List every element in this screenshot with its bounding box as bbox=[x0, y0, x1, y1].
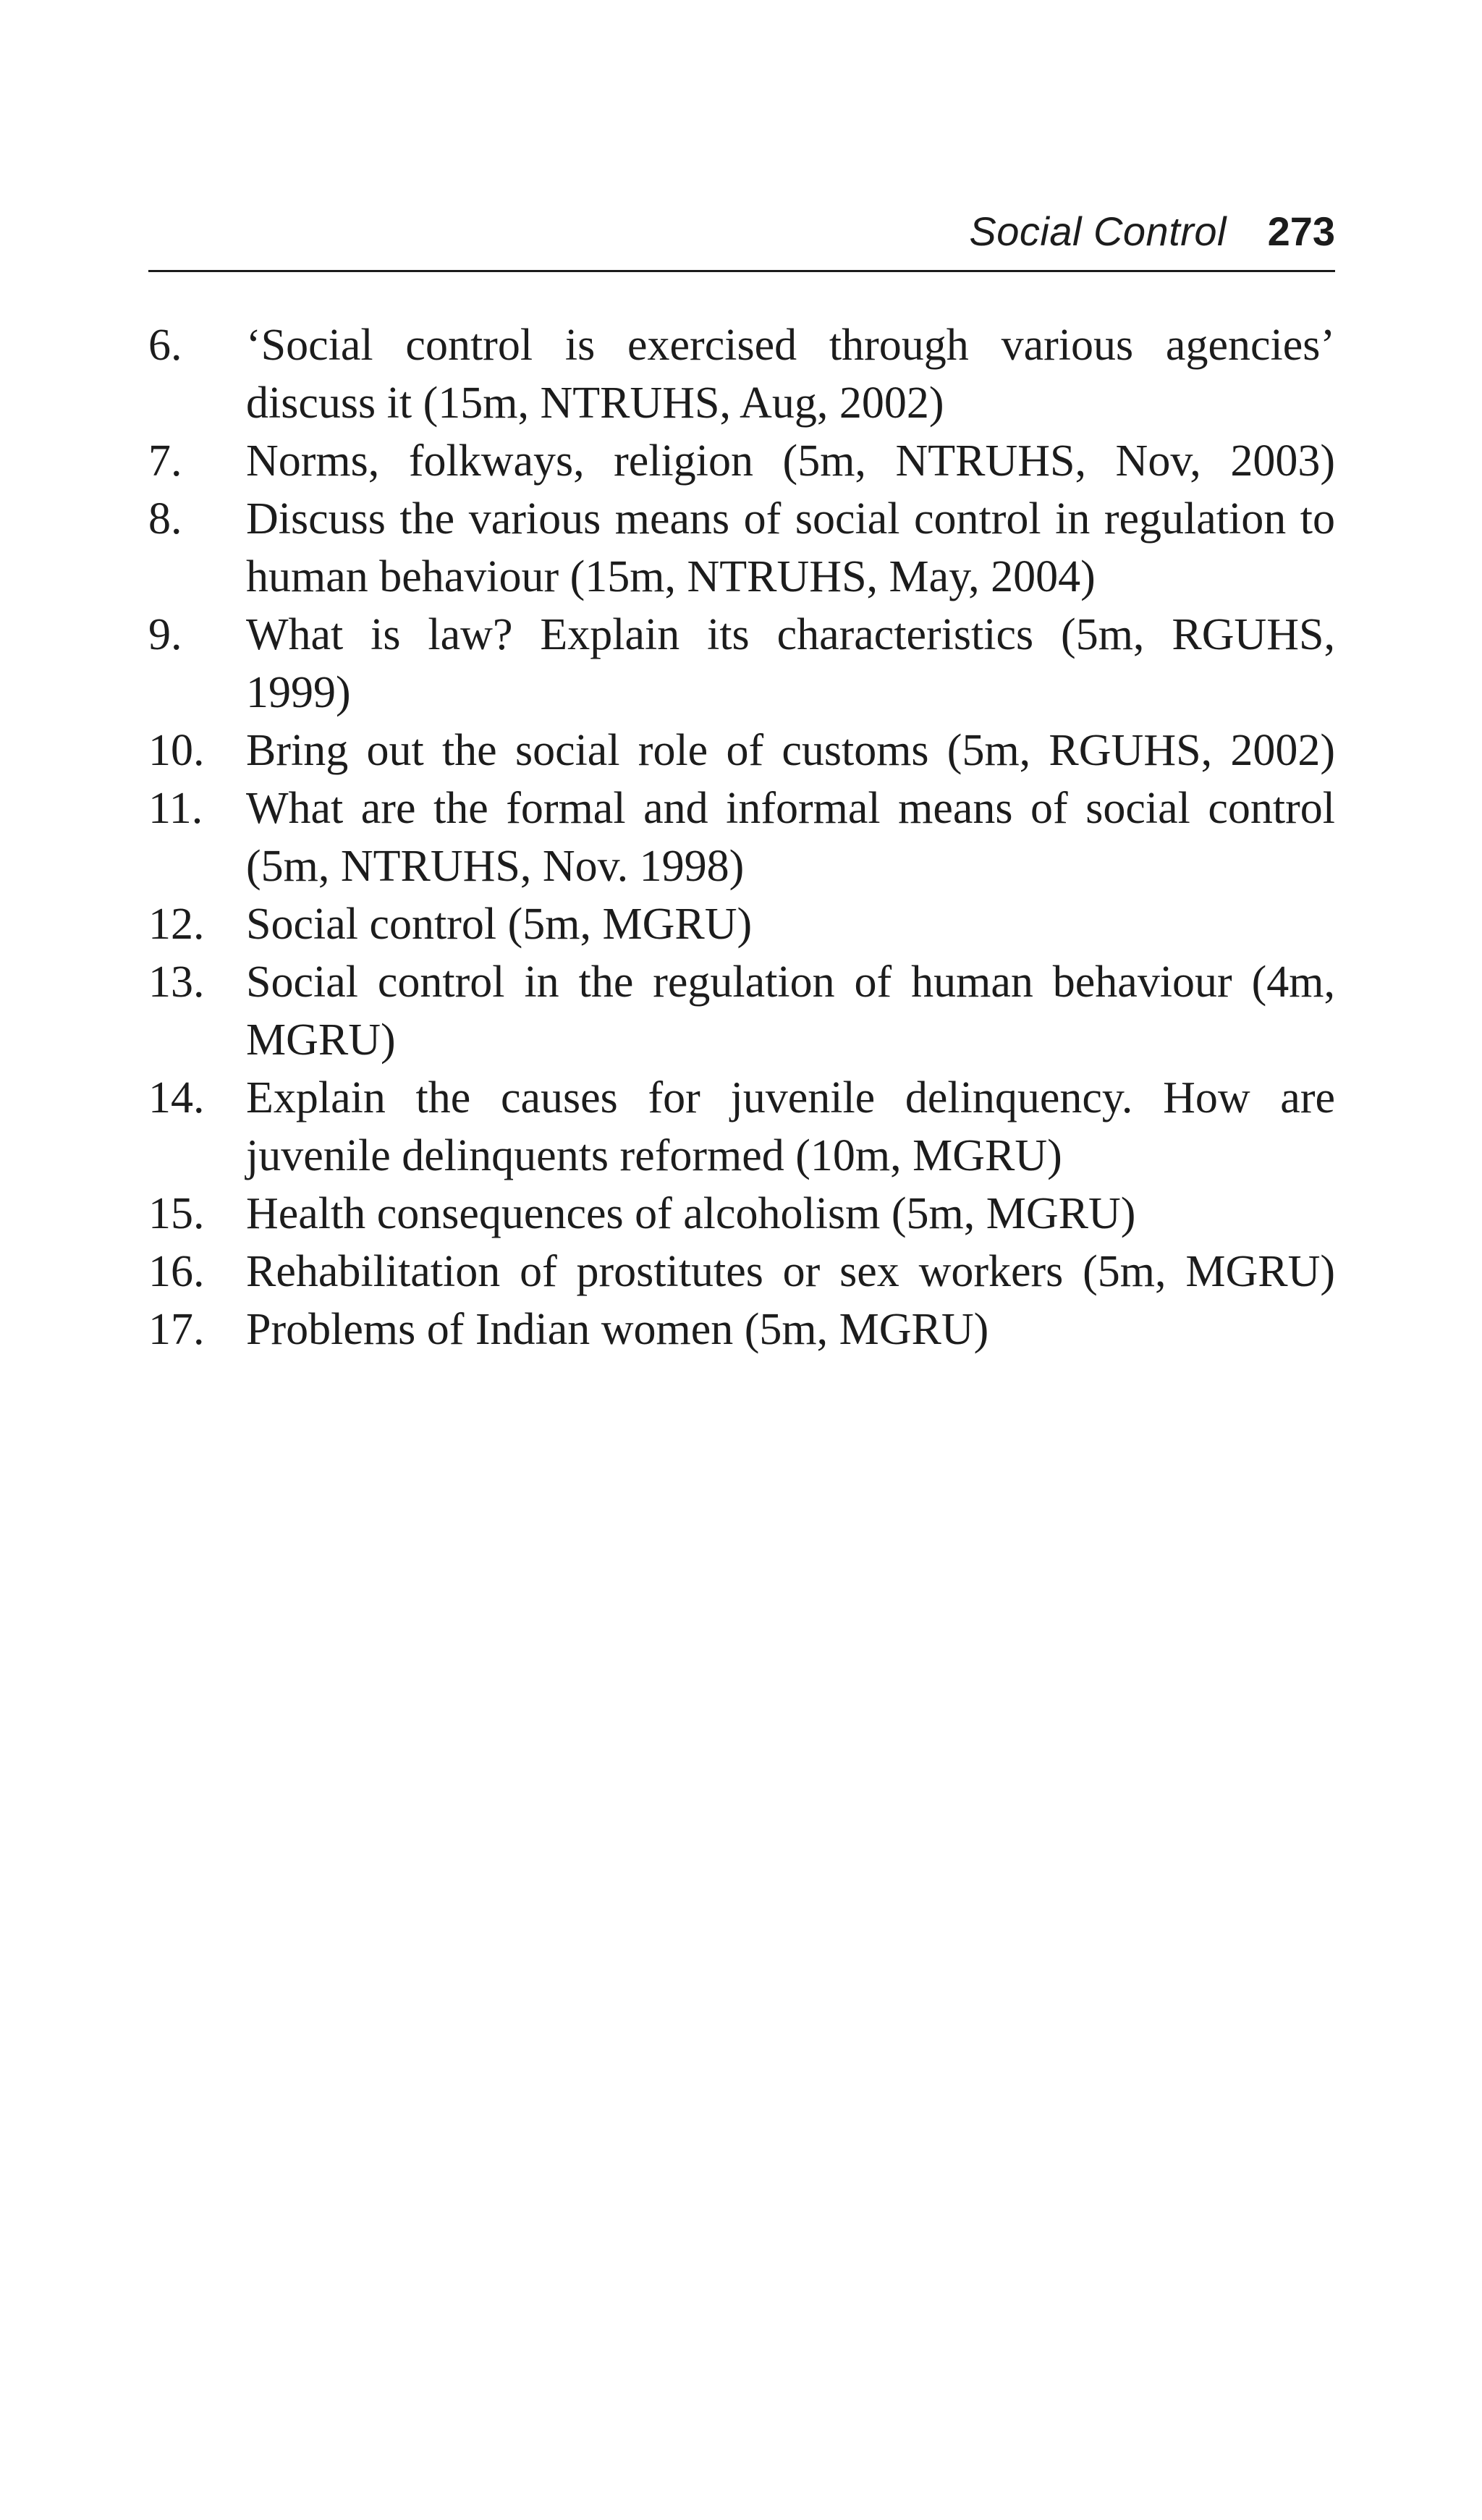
item-text: Rehabilitation of prostitutes or sex workers (5m, MGRU) bbox=[246, 1247, 1335, 1296]
item-text: What are the formal and informal means of social control (5m, NTRUHS, Nov. 1998) bbox=[246, 784, 1335, 891]
item-text: Norms, folkways, religion (5m, NTRUHS, Nov, 2003) bbox=[246, 436, 1335, 486]
list-item bbox=[148, 779, 1335, 895]
item-number: 17. bbox=[148, 1305, 205, 1354]
item-number: 9. bbox=[148, 610, 182, 659]
item-number: 14. bbox=[148, 1073, 205, 1122]
item-text: ‘Social control is exercised through various agencies’ discuss it (15m, NTRUHS, Aug, 2002) bbox=[246, 321, 1335, 428]
page-number: 273 bbox=[1267, 208, 1335, 254]
list-item bbox=[148, 722, 1335, 779]
item-text: Problems of Indian women (5m, MGRU) bbox=[246, 1305, 989, 1354]
item-text: Social control (5m, MGRU) bbox=[246, 900, 753, 949]
item-text: Social control in the regulation of human behaviour (4m, MGRU) bbox=[246, 957, 1335, 1065]
list-item bbox=[148, 953, 1335, 1069]
item-text: Health consequences of alcoholism (5m, MGRU) bbox=[246, 1189, 1136, 1238]
list-item bbox=[148, 1069, 1335, 1185]
list-item bbox=[148, 316, 1335, 432]
list-item bbox=[148, 1243, 1335, 1301]
item-number: 7. bbox=[148, 436, 182, 486]
item-number: 16. bbox=[148, 1247, 205, 1296]
item-text: Explain the causes for juvenile delinquency. How are juvenile delinquents reformed (10m, MGRU) bbox=[246, 1073, 1335, 1180]
item-number: 12. bbox=[148, 900, 205, 949]
item-text: Bring out the social role of customs (5m, RGUHS, 2002) bbox=[246, 726, 1335, 775]
list-item bbox=[148, 1185, 1335, 1243]
list-item bbox=[148, 432, 1335, 490]
item-text: What is law? Explain its characteristics (5m, RGUHS, 1999) bbox=[246, 610, 1335, 717]
running-head bbox=[148, 210, 1335, 272]
item-number: 10. bbox=[148, 726, 205, 775]
list-item bbox=[148, 606, 1335, 722]
list-item bbox=[148, 1301, 1335, 1358]
item-number: 13. bbox=[148, 957, 205, 1007]
item-number: 11. bbox=[148, 784, 203, 833]
list-item bbox=[148, 895, 1335, 953]
item-number: 8. bbox=[148, 494, 182, 544]
question-list bbox=[148, 316, 1335, 1358]
item-number: 6. bbox=[148, 321, 182, 370]
item-text: Discuss the various means of social control in regulation to human behaviour (15m, NTRUHS, May, 2004) bbox=[246, 494, 1335, 601]
list-item bbox=[148, 490, 1335, 606]
running-head-title: Social Control bbox=[969, 208, 1227, 254]
item-number: 15. bbox=[148, 1189, 205, 1238]
